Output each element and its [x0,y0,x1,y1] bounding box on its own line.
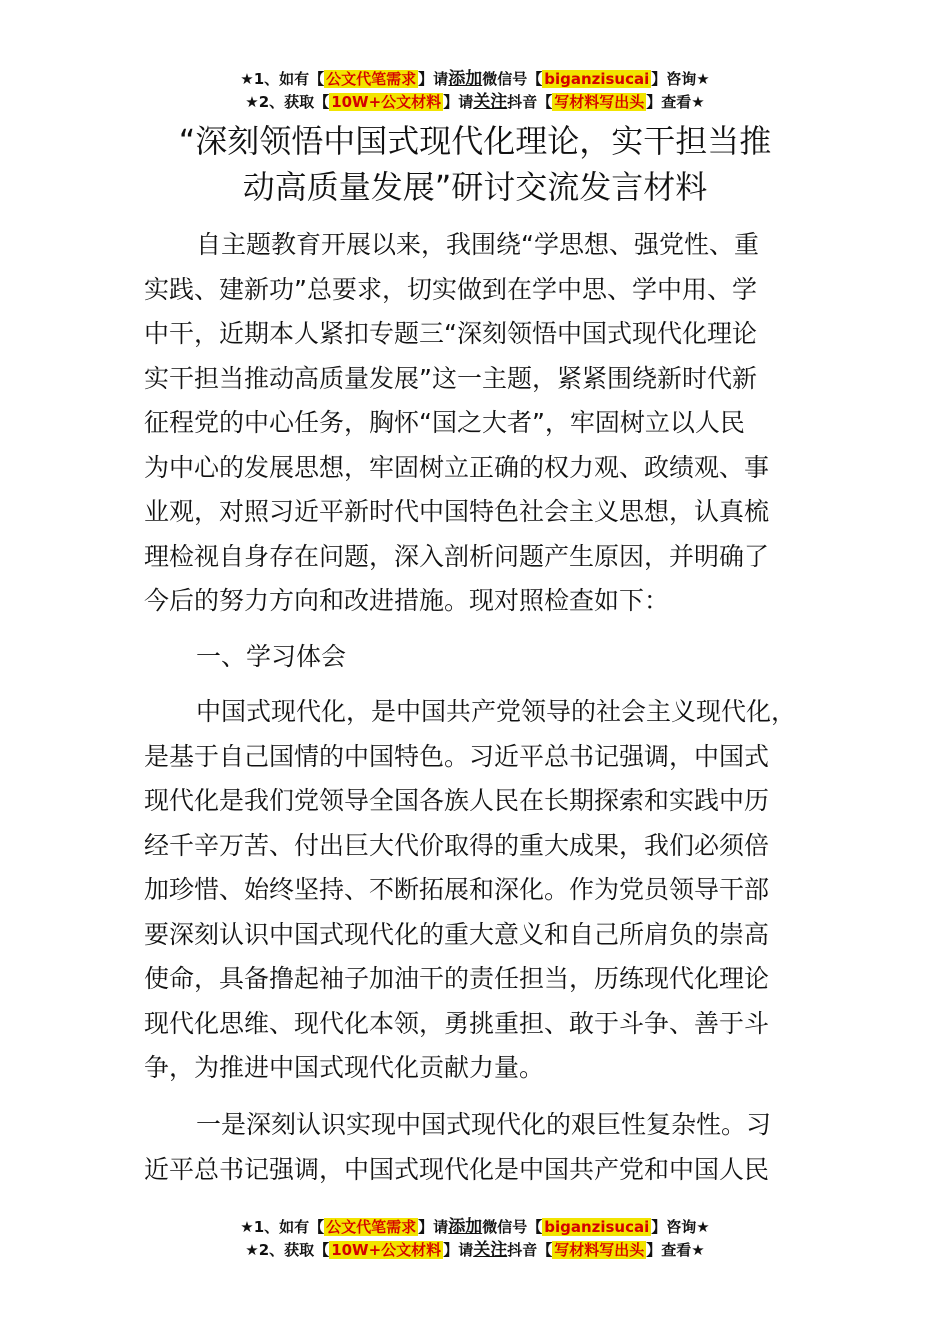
header-banner-line-2: ★2、获取【 10W+公文材料 】请关注抖音【 写材料写出头 】查看★ [245,92,705,112]
footer-banner-line-1: ★1、如有【 公文代笔需求 】请添加微信号【 biganzisucai 】咨询★ [240,1217,710,1237]
text-line: 一是深刻认识实现中国式现代化的艰巨性复杂性。习 [196,1110,772,1139]
text-line: 中干，近期本人紧扣专题三“深刻领悟中国式现代化理论 [144,319,757,348]
highlight-materials: 10W+公文材料 [331,1241,442,1259]
highlight-douyin-account: 写材料写出头 [554,1241,645,1259]
text-line: 近平总书记强调，中国式现代化是中国共产党和中国人民 [144,1154,770,1184]
highlight-ghostwriting: 公文代笔需求 [326,1218,417,1236]
text-line: 为中心的发展思想，牢固树立正确的权力观、政绩观、事 [144,452,770,482]
title-line-1: “深刻领悟中国式现代化理论，实干担当推 [178,122,772,160]
text-line: 自主题教育开展以来，我围绕“学思想、强党性、重 [196,230,759,259]
text-line: 业观，对照习近平新时代中国特色社会主义思想，认真梳 [144,497,770,526]
text-line: 征程党的中心任务，胸怀“国之大者”，牢固树立以人民 [144,408,745,437]
text-line: 实践、建新功”总要求，切实做到在学中思、学中用、学 [144,274,757,304]
text-line: 现代化是我们党领导全国各族人民在长期探索和实践中历 [144,786,770,815]
footer-banner [0,1216,950,1262]
document-title [120,118,830,210]
section-heading [144,635,829,680]
text-line: 是基于自己国情的中国特色。习近平总书记强调，中国式 [144,741,770,771]
text-line: 要深刻认识中国式现代化的重大意义和自己所肩负的崇高 [144,919,770,949]
paragraph-learning [144,690,829,1091]
header-banner-line-1: ★1、如有【 公文代笔需求 】请添加微信号【 biganzisucai 】咨询★ [240,69,710,89]
highlight-douyin-account: 写材料写出头 [554,93,645,111]
heading-text: 一、学习体会 [196,642,347,671]
text-line: 争，为推进中国式现代化贡献力量。 [144,1053,545,1082]
text-line: 现代化思维、现代化本领，勇挑重担、敢于斗争、善于斗 [144,1008,770,1038]
highlight-wechat-id: biganzisucai [544,1218,650,1236]
text-line: 经千辛万苦、付出巨大代价取得的重大成果，我们必须倍 [144,830,770,860]
paragraph-point-one [144,1103,829,1192]
highlight-materials: 10W+公文材料 [331,93,442,111]
text-line: 使命，具备撸起袖子加油干的责任担当，历练现代化理论 [144,964,770,993]
paragraph-intro [144,223,829,624]
title-line-2: 动高质量发展”研讨交流发言材料 [242,168,708,206]
highlight-wechat-id: biganzisucai [544,70,650,88]
text-line: 加珍惜、始终坚持、不断拓展和深化。作为党员领导干部 [144,875,770,904]
text-line: 中国式现代化，是中国共产党领导的社会主义现代化， [196,697,797,726]
text-line: 实干担当推动高质量发展”这一主题，紧紧围绕新时代新 [144,363,757,393]
footer-banner-line-2: ★2、获取【 10W+公文材料 】请关注抖音【 写材料写出头 】查看★ [245,1240,705,1260]
highlight-ghostwriting: 公文代笔需求 [326,70,417,88]
text-line: 理检视自身存在问题，深入剖析问题产生原因，并明确了 [144,541,770,571]
text-line: 今后的努力方向和改进措施。现对照检查如下： [144,586,670,615]
header-banner [0,68,950,114]
